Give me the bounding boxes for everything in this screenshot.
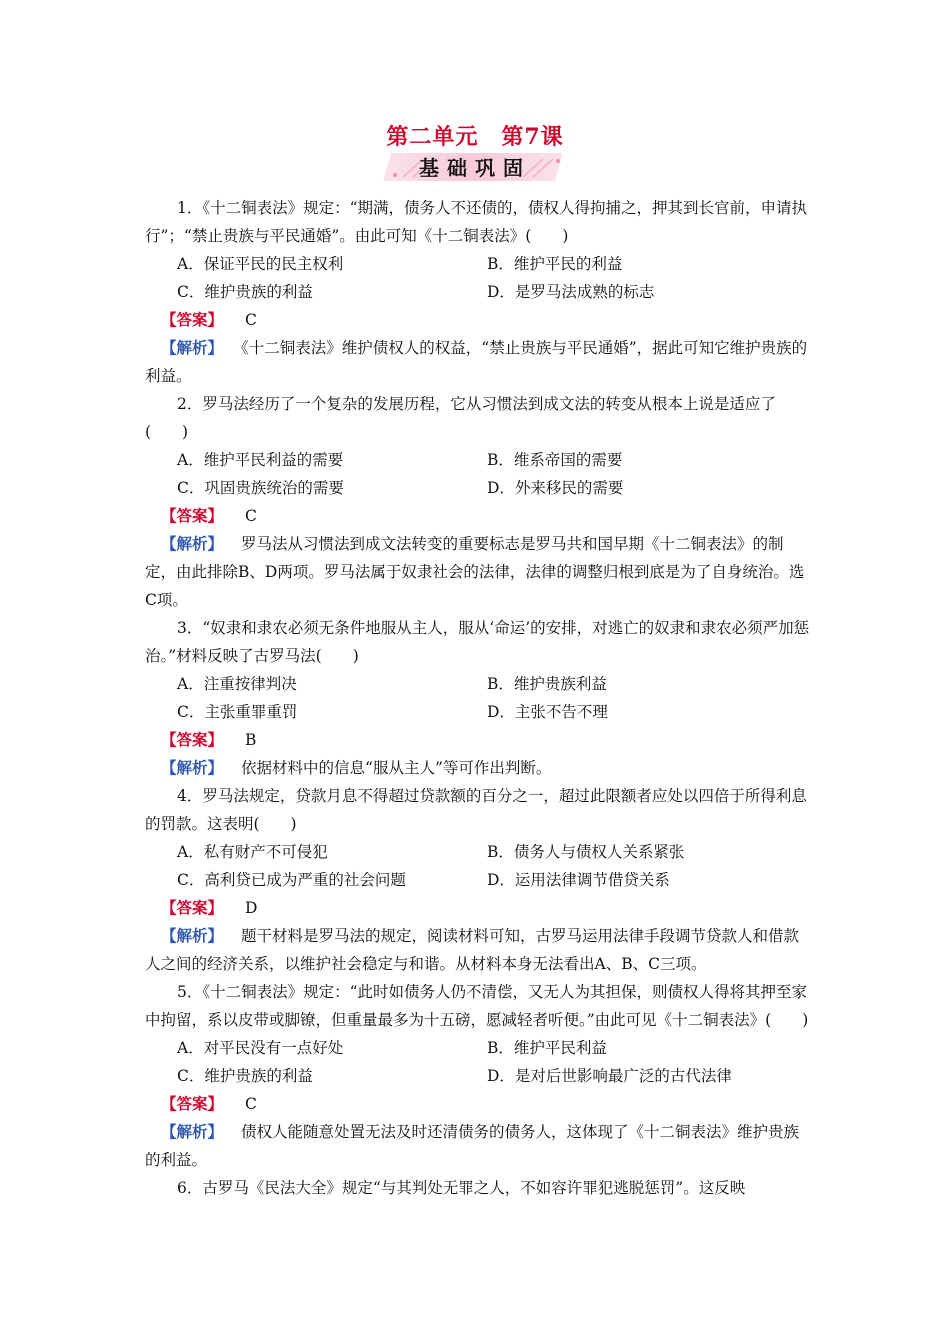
option-a: A．注重按律判决 [177,675,297,693]
option-b: B．维护平民的利益 [487,255,623,273]
option-c: C．高利贷已成为严重的社会问题 [177,871,406,889]
question-4 [145,782,810,978]
option-grid [145,1034,810,1090]
question-6-stem: 6．古罗马《民法大全》规定“与其判处无罪之人，不如容许罪犯逃脱惩罚”。这反映 [177,1179,746,1197]
option-a: A．保证平民的民主权利 [177,255,344,273]
explanation [145,922,810,978]
question-3 [145,614,810,782]
answer-line [145,502,810,530]
explanation-label: 【解析】 [161,926,224,945]
answer-label: 【答案】 [161,730,224,749]
answer-value: D [245,899,258,917]
option-grid [145,250,810,306]
option-b: B．债务人与债权人关系紧张 [487,843,685,861]
answer-label: 【答案】 [161,310,224,329]
question-stem: 4．罗马法规定，贷款月息不得超过贷款额的百分之一，超过此限额者应处以四倍于所得利息的罚款。这表明( ) [145,787,807,833]
explanation [145,754,810,782]
option-a: A．对平民没有一点好处 [177,1039,344,1057]
explanation-label: 【解析】 [161,1122,224,1141]
explanation [145,1118,810,1174]
question-stem: 1．《十二铜表法》规定：“期满，债务人不还债的，债权人得拘捕之，押其到长官前，申请执行”；“禁止贵族与平民通婚”。由此可知《十二铜表法》( ) [145,199,808,245]
answer-value: C [245,507,257,525]
option-d: D．运用法律调节借贷关系 [487,871,670,889]
question-stem: 5．《十二铜表法》规定：“此时如债务人仍不清偿，又无人为其担保，则债权人得将其押至家中拘留，系以皮带或脚镣，但重量最多为十五磅，愿减轻者听便。”由此可见《十二铜表法》( ) [145,983,809,1029]
explanation-label: 【解析】 [161,758,224,777]
option-c: C．巩固贵族统治的需要 [177,479,344,497]
option-d: D．是对后世影响最广泛的古代法律 [487,1067,732,1085]
explanation-text: 题干材料是罗马法的规定，阅读材料可知，古罗马运用法律手段调节贷款人和借款人之间的经济关系，以维护社会稳定与和谐。从材料本身无法看出A、B、C三项。 [145,927,800,973]
answer-value: B [245,731,257,749]
option-c: C．维护贵族的利益 [177,1067,313,1085]
answer-label: 【答案】 [161,506,224,525]
question-stem: 3．“奴隶和隶农必须无条件地服从主人，服从‘命运’的安排，对逃亡的奴隶和隶农必须严加惩治。”材料反映了古罗马法( ) [145,619,810,665]
question-list [145,194,810,1202]
explanation-text: 罗马法从习惯法到成文法转变的重要标志是罗马共和国早期《十二铜表法》的制定，由此排除B、D两项。罗马法属于奴隶社会的法律，法律的调整归根到底是为了自身统治。选C项。 [145,535,805,609]
explanation [145,530,810,614]
answer-label: 【答案】 [161,898,224,917]
explanation [145,334,810,390]
explanation-label: 【解析】 [161,534,224,553]
option-d: D．是罗马法成熟的标志 [487,283,655,301]
answer-value: C [245,1095,257,1113]
answer-label: 【答案】 [161,1094,224,1113]
section-title: 基础巩固 [419,156,531,180]
option-d: D．主张不告不理 [487,703,608,721]
question-5 [145,978,810,1174]
answer-line [145,306,810,334]
option-grid [145,838,810,894]
option-a: A．维护平民利益的需要 [177,451,344,469]
question-1 [145,194,810,390]
option-grid [145,670,810,726]
option-b: B．维护贵族利益 [487,675,607,693]
option-b: B．维系帝国的需要 [487,451,623,469]
option-c: C．维护贵族的利益 [177,283,313,301]
explanation-text: 依据材料中的信息“服从主人”等可作出判断。 [241,759,552,777]
answer-value: C [245,311,257,329]
question-stem: 2．罗马法经历了一个复杂的发展历程，它从习惯法到成文法的转变从根本上说是适应了( ) [145,395,776,441]
explanation-text: 债权人能随意处置无法及时还清债务的债务人，这体现了《十二铜表法》维护贵族的利益。 [145,1123,800,1169]
option-c: C．主张重罪重罚 [177,703,298,721]
option-a: A．私有财产不可侵犯 [177,843,328,861]
explanation-label: 【解析】 [161,338,224,357]
answer-line [145,894,810,922]
option-b: B．维护平民利益 [487,1039,607,1057]
unit-title: 第二单元 第7课 [386,124,564,150]
option-grid [145,446,810,502]
option-d: D．外来移民的需要 [487,479,624,497]
question-2 [145,390,810,614]
answer-line [145,726,810,754]
answer-line [145,1090,810,1118]
explanation-text: 《十二铜表法》维护债权人的权益，“禁止贵族与平民通婚”，据此可知它维护贵族的利益。 [145,339,808,385]
